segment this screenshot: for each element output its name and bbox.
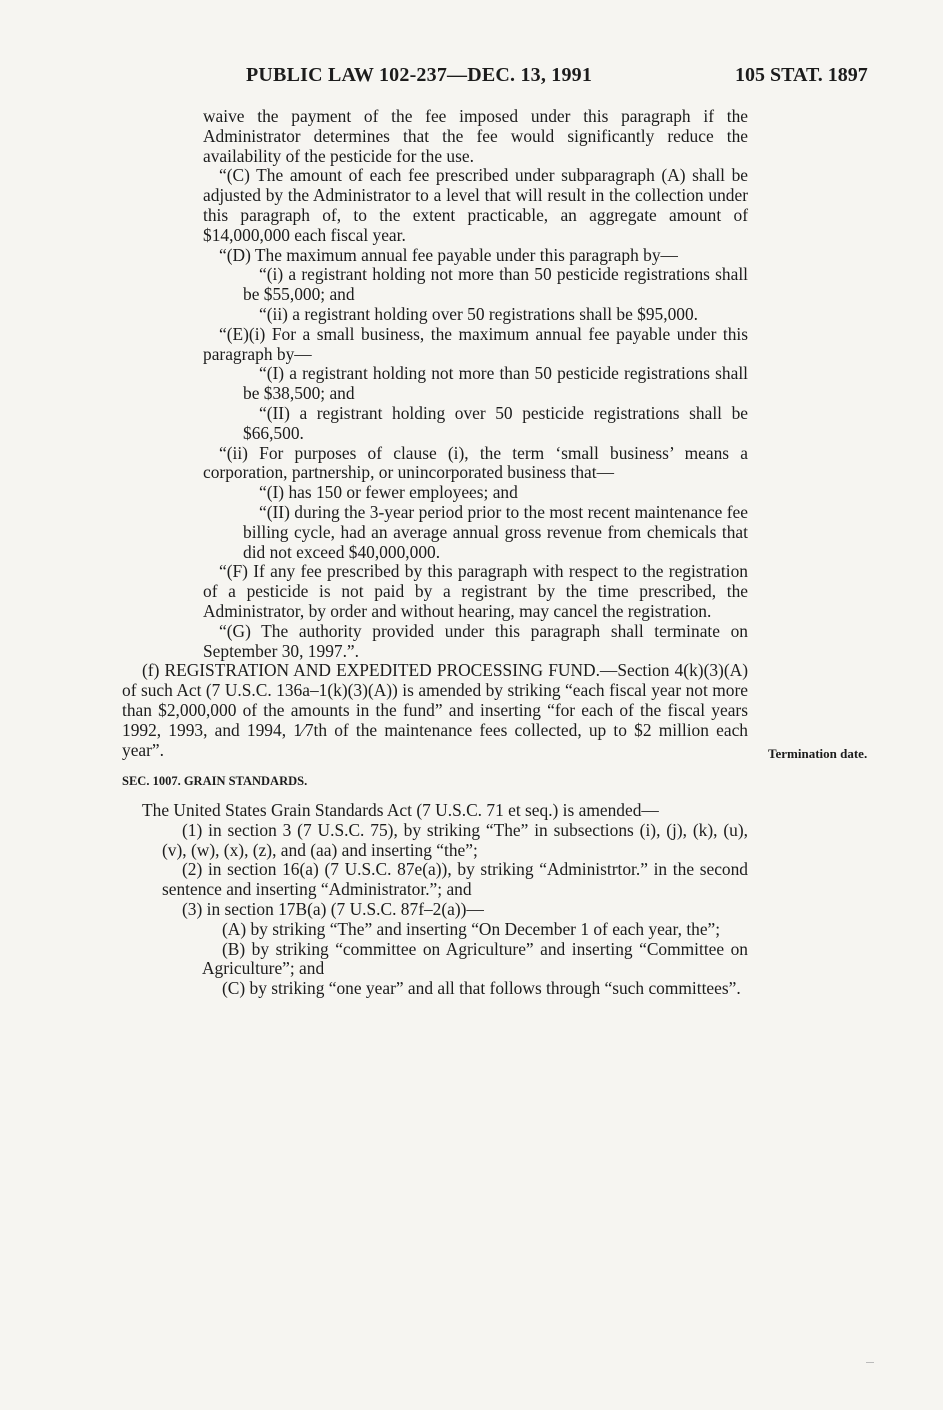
paragraph: (3) in section 17B(a) (7 U.S.C. 87f–2(a))— [182,899,484,920]
paragraph: “(II) during the 3-year period prior to the most recent maintenance fee billing cycle, had an average annual gross revenue from chemicals that did not exceed $40,000,000. [243,501,748,562]
paragraph: “(II) a registrant holding over 50 pesticide registrations shall be $66,500. [243,402,748,443]
paragraph: (f) REGISTRATION AND EXPEDITED PROCESSING FUND.—Section 4(k)(3)(A) of such Act (7 U.S.C. 136a–1(k)(3)(A)) is amended by striking “each fiscal year not more than $2,000,000 of the amounts in the fund” and inserting “for each of the fiscal years 1992, 1993, and 1994, 1⁄7th of the maintenance fees collected, up to $2 million each year”. [122,660,748,760]
paragraph: “(ii) a registrant holding over 50 registrations shall be $95,000. [259,303,699,324]
paragraph: “(ii) For purposes of clause (i), the term ‘small business’ means a corporation, partnership, or unincorporated business that— [203,442,748,483]
paragraph: (1) in section 3 (7 U.S.C. 75), by striking “The” in subsections (i), (j), (k), (u), (v), (w), (x), (z), and (aa) and inserting “the”; [162,819,748,860]
paragraph: waive the payment of the fee imposed under this paragraph if the Administrator determines that the fee would significantly reduce the availability of the pesticide for the use. [203,106,748,166]
paragraph: (A) by striking “The” and inserting “On December 1 of each year, the”; [222,918,721,939]
running-header-page: 105 STAT. 1897 [735,64,868,86]
paragraph: “(I) has 150 or fewer employees; and [259,482,518,503]
paragraph: (C) by striking “one year” and all that follows through “such committees”. [222,978,741,999]
paragraph: The United States Grain Standards Act (7 U.S.C. 71 et seq.) is amended— [142,800,659,821]
paragraph: “(C) The amount of each fee prescribed under subparagraph (A) shall be adjusted by the Administrator to a level that will result in the collection under this paragraph of, to the extent practicable, an aggregate amount of $14,000,000 each fiscal year. [203,165,748,245]
paragraph: “(E)(i) For a small business, the maximum annual fee payable under this paragraph by— [203,323,748,364]
document-body [122,107,748,999]
paragraph: “(I) a registrant holding not more than 50 pesticide registrations shall be $38,500; and [243,363,748,404]
section-heading: SEC. 1007. GRAIN STANDARDS. [122,774,308,789]
running-header-title: PUBLIC LAW 102-237—DEC. 13, 1991 [246,64,593,86]
paragraph: (2) in section 16(a) (7 U.S.C. 87e(a)), by striking “Administrtor.” in the second sentence and inserting “Administrator.”; and [162,859,748,900]
paragraph: “(G) The authority provided under this paragraph shall terminate on September 30, 1997.”. [203,620,748,661]
scan-artifact [866,1362,874,1363]
paragraph: (B) by striking “committee on Agriculture” and inserting “Committee on Agriculture”; and [202,938,748,979]
paragraph: “(D) The maximum annual fee payable under this paragraph by— [219,244,678,265]
paragraph: “(F) If any fee prescribed by this paragraph with respect to the registration of a pesticide is not paid by a registrant by the time prescribed, the Administrator, by order and without hearing, may cancel the registration. [203,561,748,621]
margin-note: Termination date. [768,746,868,761]
paragraph: “(i) a registrant holding not more than 50 pesticide registrations shall be $55,000; and [243,264,748,305]
